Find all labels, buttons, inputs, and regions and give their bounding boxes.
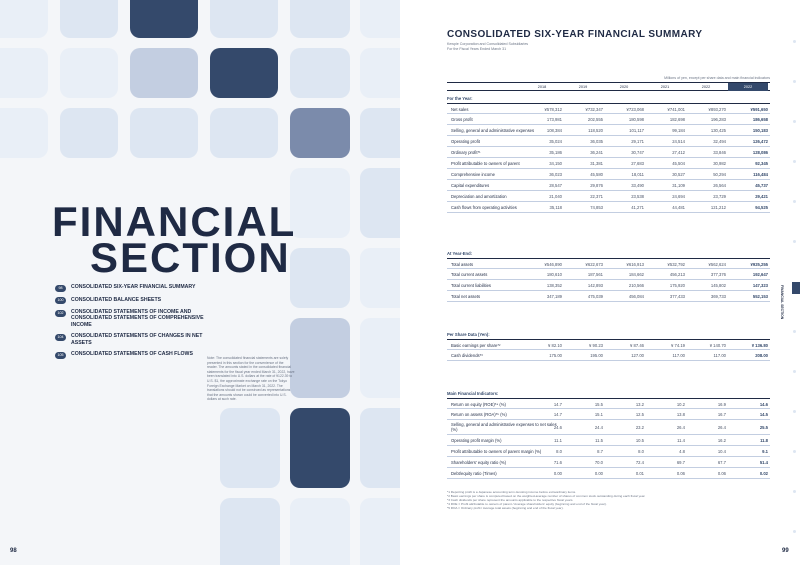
cell-value: 13.8 bbox=[676, 412, 685, 417]
cell-value: ¥578,312 bbox=[544, 107, 562, 112]
cell-value: 30,527 bbox=[672, 172, 685, 177]
row-label: Shareholders' equity ratio (%) bbox=[451, 460, 507, 465]
toc-item[interactable] bbox=[55, 297, 215, 305]
cell-value: 8.0 bbox=[638, 449, 644, 454]
table-row bbox=[447, 114, 770, 125]
cell-value: ¥ 90.23 bbox=[589, 343, 603, 348]
cell-value: 130,425 bbox=[710, 128, 726, 133]
cell-value: 108,384 bbox=[546, 128, 562, 133]
year-heading: 2019 bbox=[578, 85, 588, 89]
decor-tile bbox=[0, 48, 48, 98]
decor-tile bbox=[290, 408, 350, 488]
decor-tile bbox=[220, 498, 280, 565]
cell-value: 0.01 bbox=[635, 471, 644, 476]
decor-tile bbox=[210, 0, 278, 38]
cell-value-current: 116,484 bbox=[753, 172, 768, 177]
table-row bbox=[447, 147, 770, 158]
cell-value: 31,381 bbox=[590, 161, 603, 166]
cell-value: 12.5 bbox=[635, 412, 644, 417]
cell-value: 23,538 bbox=[631, 194, 644, 199]
cell-value: 16.2 bbox=[717, 438, 726, 443]
toc-item-label: CONSOLIDATED STATEMENTS OF INCOME AND CONSOLIDATED STATEMENTS OF COMPREHENSIVE INCOME bbox=[71, 309, 204, 328]
cell-value: 0.06 bbox=[717, 471, 726, 476]
cell-value: 475,039 bbox=[587, 294, 603, 299]
decor-tile bbox=[60, 0, 118, 38]
table-row bbox=[447, 103, 770, 114]
page-number-left: 98 bbox=[10, 548, 17, 554]
cell-value: 26.4 bbox=[717, 425, 726, 430]
decor-tile bbox=[130, 0, 198, 38]
row-label: Comprehensive income bbox=[451, 172, 495, 177]
table-row bbox=[447, 291, 770, 302]
section-heading-year: For the Year: bbox=[447, 96, 473, 101]
decor-tile bbox=[290, 498, 350, 565]
cell-value: 377,376 bbox=[710, 272, 726, 277]
cell-value-current: 150,183 bbox=[752, 128, 768, 133]
row-label: Operating profit bbox=[451, 139, 480, 144]
decor-tile bbox=[210, 48, 278, 98]
cell-value-current: 0.02 bbox=[759, 471, 768, 476]
year-heading: 2020 bbox=[619, 85, 629, 89]
cell-value-current: 186,658 bbox=[752, 117, 768, 122]
cell-value: 32,494 bbox=[713, 139, 726, 144]
cell-value: 121,212 bbox=[710, 205, 726, 210]
cell-value-current: 192,647 bbox=[752, 272, 768, 277]
decor-tile bbox=[290, 48, 350, 98]
table-row bbox=[447, 258, 770, 269]
decor-tile bbox=[130, 108, 198, 158]
decor-tile bbox=[290, 248, 350, 308]
cell-value: 118,520 bbox=[588, 128, 603, 133]
cell-value: 26,564 bbox=[713, 183, 726, 188]
row-label: Net sales bbox=[451, 107, 469, 112]
cell-value: 50,294 bbox=[713, 172, 726, 177]
table-row bbox=[447, 280, 770, 291]
cell-value: 456,084 bbox=[628, 294, 644, 299]
cell-value: ¥ 140.70 bbox=[709, 343, 726, 348]
cell-value: 33,846 bbox=[713, 150, 726, 155]
footnote: *1 Reporting profit is a Japanese accounting term denoting income before extraordinary items. bbox=[447, 490, 576, 494]
decor-tile bbox=[360, 48, 400, 98]
row-label: Profit attributable to owners of parent bbox=[451, 161, 520, 166]
toc-page-number: 98 bbox=[55, 285, 66, 292]
cell-value: 10.2 bbox=[676, 402, 685, 407]
cell-value: 187,561 bbox=[587, 272, 603, 277]
cell-value-current: 14.5 bbox=[759, 412, 768, 417]
cell-value: 15.5 bbox=[594, 402, 603, 407]
cell-value: 35,118 bbox=[549, 205, 562, 210]
decor-tile bbox=[130, 48, 198, 98]
toc-page-number: 102 bbox=[55, 310, 66, 317]
period-line: For the Fiscal Years Ended March 31 bbox=[447, 47, 507, 51]
table-row bbox=[447, 420, 770, 435]
year-heading-current: 2022 bbox=[728, 83, 768, 91]
cell-value-current: ¥591,650 bbox=[750, 107, 768, 112]
decor-dot bbox=[793, 40, 796, 43]
cell-value: 45,580 bbox=[590, 172, 603, 177]
table-row bbox=[447, 435, 770, 446]
toc-item-label: CONSOLIDATED STATEMENTS OF CHANGES IN NET ASSETS bbox=[71, 333, 203, 346]
table-row bbox=[447, 350, 770, 361]
cell-value-current: ¥925,255 bbox=[750, 262, 768, 267]
cell-value: 11.1 bbox=[554, 438, 562, 443]
cell-value: 0.06 bbox=[676, 471, 685, 476]
table-row bbox=[447, 180, 770, 191]
decor-tile bbox=[290, 168, 350, 238]
cell-value: 184,662 bbox=[628, 272, 644, 277]
toc-item[interactable] bbox=[55, 309, 215, 328]
cell-value: 22,371 bbox=[590, 194, 603, 199]
table-row bbox=[447, 398, 770, 409]
decor-dot bbox=[793, 80, 796, 83]
row-label: Return on assets (ROA)*⁵ (%) bbox=[451, 412, 507, 417]
cell-value: 67.7 bbox=[717, 460, 726, 465]
cell-value-current: 25.5 bbox=[759, 425, 768, 430]
cell-value: 27,412 bbox=[672, 150, 685, 155]
cell-value: 99,184 bbox=[672, 128, 685, 133]
cell-value: ¥893,270 bbox=[708, 107, 726, 112]
cell-value: 8.0 bbox=[556, 449, 562, 454]
cell-value: ¥616,913 bbox=[626, 262, 644, 267]
table-row bbox=[447, 468, 770, 479]
row-label: Debt/equity ratio (Times) bbox=[451, 471, 497, 476]
cell-value: 41,271 bbox=[631, 205, 644, 210]
cell-value: 14.7 bbox=[553, 412, 562, 417]
year-header bbox=[447, 82, 770, 91]
right-page bbox=[400, 0, 800, 565]
cell-value-current: 11.8 bbox=[760, 438, 768, 443]
row-label: Total assets bbox=[451, 262, 474, 267]
section-title-line1: FINANCIAL bbox=[52, 198, 297, 245]
section-tab bbox=[792, 282, 800, 294]
cell-value: 15.1 bbox=[594, 412, 603, 417]
row-label: Total net assets bbox=[451, 294, 481, 299]
cell-value: 70.0 bbox=[594, 460, 603, 465]
row-label: Ordinary profit*¹ bbox=[451, 150, 481, 155]
table-row bbox=[447, 158, 770, 169]
decor-dot bbox=[793, 240, 796, 243]
table-row bbox=[447, 202, 770, 213]
cell-value-current: 208.00 bbox=[755, 353, 768, 358]
decor-tile bbox=[360, 168, 400, 238]
decor-tile bbox=[360, 318, 400, 398]
row-label: Cash flows from operating activities bbox=[451, 205, 517, 210]
cell-value: 117.00 bbox=[713, 353, 726, 358]
decor-dot bbox=[793, 370, 796, 373]
page-subtitle bbox=[447, 42, 647, 52]
cell-value: 21,040 bbox=[549, 194, 562, 199]
decor-tile bbox=[360, 408, 400, 488]
cell-value: 180,610 bbox=[546, 272, 562, 277]
cell-value: 127.00 bbox=[631, 353, 644, 358]
section-title bbox=[52, 198, 297, 281]
row-label: Selling, general and administrative expenses bbox=[451, 128, 535, 133]
cell-value: 31,109 bbox=[672, 183, 685, 188]
cell-value: ¥622,673 bbox=[585, 262, 603, 267]
cell-value: 30,747 bbox=[631, 150, 644, 155]
cell-value: 369,733 bbox=[710, 294, 726, 299]
cell-value: 24.4 bbox=[594, 425, 603, 430]
cell-value: 10.4 bbox=[717, 449, 726, 454]
cell-value: ¥ 74.19 bbox=[671, 343, 685, 348]
footnote: *2 Basic earnings per share is computed based on the weighted-average number of shares of common stock outstanding during each fiscal year. bbox=[447, 494, 646, 499]
translation-note: Note: The consolidated financial statements are solely presented in this section for the convenience of the reader. The amounts stated in the consolidated financial statements for the fiscal year ended March 31, 2022, have been translated into U.S. dollars at the rate of ¥122.39 to U.S. $1, the approximate exchange rate on the Tokyo Foreign Exchange Market on March 31, 2022. The translations should not be construed as representations that the amounts shown could be converted into U.S. dollars at such rate. bbox=[207, 356, 295, 402]
page-title: CONSOLIDATED SIX-YEAR FINANCIAL SUMMARY bbox=[447, 29, 703, 40]
cell-value-current: ¥ 136.80 bbox=[751, 343, 768, 348]
decor-tile bbox=[290, 108, 350, 158]
decor-tile bbox=[60, 108, 118, 158]
cell-value: ¥732,347 bbox=[585, 107, 603, 112]
table-row bbox=[447, 339, 770, 350]
decor-tile bbox=[210, 108, 278, 158]
decor-dot bbox=[793, 530, 796, 533]
cell-value-current: 29,421 bbox=[755, 194, 768, 199]
year-heading: 2022 bbox=[701, 85, 711, 89]
row-label: Total current assets bbox=[451, 272, 488, 277]
cell-value: 44,481 bbox=[672, 205, 685, 210]
cell-value-current: 51.4 bbox=[759, 460, 768, 465]
section-heading-year-end: At Year-End: bbox=[447, 251, 473, 256]
table-row bbox=[447, 169, 770, 180]
cell-value: 10.5 bbox=[635, 438, 644, 443]
cell-value: 23,729 bbox=[713, 194, 726, 199]
row-label: Cash dividends*³ bbox=[451, 353, 483, 358]
row-label: Basic earnings per share*² bbox=[451, 343, 501, 348]
decor-tile bbox=[220, 408, 280, 488]
cell-value-current: 92,345 bbox=[755, 161, 768, 166]
cell-value: 182,698 bbox=[669, 117, 685, 122]
decor-tile bbox=[0, 108, 48, 158]
cell-value: 24,694 bbox=[672, 194, 685, 199]
cell-value: 13.2 bbox=[635, 402, 644, 407]
cell-value: 0.00 bbox=[553, 471, 562, 476]
cell-value: 36,023 bbox=[549, 172, 562, 177]
cell-value: ¥532,792 bbox=[667, 262, 685, 267]
cell-value: ¥ 87.46 bbox=[630, 343, 644, 348]
cell-value: 36,241 bbox=[590, 150, 603, 155]
cell-value: 180,598 bbox=[628, 117, 644, 122]
decor-tile bbox=[290, 0, 350, 38]
cell-value: ¥546,890 bbox=[544, 262, 562, 267]
row-label: Profit attributable to owners of parent margin (%) bbox=[451, 449, 542, 454]
row-label: Total current liabilities bbox=[451, 283, 492, 288]
toc-item-label: CONSOLIDATED STATEMENTS OF CASH FLOWS bbox=[71, 351, 193, 358]
cell-value: 18,011 bbox=[631, 172, 644, 177]
table-row bbox=[447, 457, 770, 468]
cell-value: 69.7 bbox=[676, 460, 685, 465]
cell-value: 195.00 bbox=[590, 353, 603, 358]
footnote: *5 ROA = Ordinary profit / Average total assets (beginning and end of the fiscal year). bbox=[447, 506, 564, 511]
decor-dot bbox=[793, 410, 796, 413]
table-row bbox=[447, 136, 770, 147]
cell-value: 74,853 bbox=[590, 205, 603, 210]
cell-value: ¥562,624 bbox=[708, 262, 726, 267]
decor-tile bbox=[360, 0, 400, 38]
cell-value-current: 45,737 bbox=[755, 183, 768, 188]
toc-item-label: CONSOLIDATED BALANCE SHEETS bbox=[71, 296, 162, 303]
decor-tile bbox=[290, 318, 350, 398]
cell-value: ¥741,001 bbox=[667, 107, 685, 112]
cell-value: 24.6 bbox=[553, 425, 562, 430]
cell-value: 29,876 bbox=[590, 183, 603, 188]
cell-value: 202,555 bbox=[587, 117, 603, 122]
cell-value: 26.4 bbox=[676, 425, 685, 430]
cell-value: 173,981 bbox=[546, 117, 562, 122]
cell-value: 175,920 bbox=[669, 283, 685, 288]
cell-value: 175.00 bbox=[549, 353, 562, 358]
cell-value: 14.7 bbox=[553, 402, 562, 407]
cell-value: 72.4 bbox=[635, 460, 644, 465]
cell-value: ¥ 82.10 bbox=[548, 343, 562, 348]
cell-value: 23.2 bbox=[635, 425, 644, 430]
side-label: FINANCIAL SECTION bbox=[780, 285, 784, 320]
footnote: *3 Cash dividends per share represent the amounts applicable to the respective fiscal years. bbox=[447, 498, 574, 503]
decor-dot bbox=[793, 490, 796, 493]
row-label: Operating profit margin (%) bbox=[451, 438, 502, 443]
cell-value: 377,433 bbox=[669, 294, 685, 299]
company-line: Kewpie Corporation and Consolidated Subsidiaries bbox=[447, 42, 529, 46]
row-label: Selling, general and administrative expenses to net sales (%) bbox=[451, 422, 557, 432]
cell-value-current: 14.6 bbox=[759, 402, 768, 407]
table-row bbox=[447, 409, 770, 420]
decor-tile bbox=[60, 48, 118, 98]
table-of-contents bbox=[55, 284, 215, 364]
cell-value: 145,802 bbox=[710, 283, 726, 288]
section-heading-indicators: Main Financial Indicators: bbox=[447, 391, 499, 396]
cell-value: 36,035 bbox=[590, 139, 603, 144]
footnote: *4 ROE = Profit attributable to owners of parent / Average shareholders' equity (beginning and end of the fiscal year). bbox=[447, 502, 607, 507]
decor-tile bbox=[0, 0, 48, 38]
page-number-right: 99 bbox=[782, 548, 789, 554]
row-label: Gross profit bbox=[451, 117, 473, 122]
decor-dot bbox=[793, 200, 796, 203]
cell-value-current: 128,086 bbox=[752, 150, 768, 155]
table-row bbox=[447, 191, 770, 202]
cell-value: 0.00 bbox=[594, 471, 603, 476]
row-label: Capital expenditures bbox=[451, 183, 490, 188]
cell-value: 34,150 bbox=[549, 161, 562, 166]
year-heading: 2021 bbox=[660, 85, 670, 89]
cell-value: 45,504 bbox=[672, 161, 685, 166]
cell-value: 35,186 bbox=[549, 150, 562, 155]
decor-tile bbox=[360, 248, 400, 308]
cell-value: 16.9 bbox=[717, 402, 726, 407]
cell-value: 11.5 bbox=[595, 438, 603, 443]
section-title-line2: SECTION bbox=[90, 234, 291, 281]
cell-value: 456,213 bbox=[669, 272, 685, 277]
decor-dot bbox=[793, 450, 796, 453]
cell-value: 35,024 bbox=[549, 139, 562, 144]
decor-dot bbox=[793, 330, 796, 333]
footnotes bbox=[447, 490, 767, 510]
section-heading-per-share: Per Share Data (Yen): bbox=[447, 332, 490, 337]
toc-item[interactable] bbox=[55, 284, 215, 292]
cell-value: 4.8 bbox=[679, 449, 685, 454]
decor-tile bbox=[360, 498, 400, 565]
cell-value-current: 126,472 bbox=[752, 139, 768, 144]
cell-value: 11.4 bbox=[677, 438, 685, 443]
decor-dot bbox=[793, 120, 796, 123]
cell-value: 16.7 bbox=[717, 412, 726, 417]
year-heading: 2018 bbox=[537, 85, 547, 89]
cell-value: 28,547 bbox=[549, 183, 562, 188]
cell-value: 8.7 bbox=[597, 449, 603, 454]
cell-value: 117.00 bbox=[672, 353, 685, 358]
decor-tile bbox=[360, 108, 400, 158]
toc-item-label: CONSOLIDATED SIX-YEAR FINANCIAL SUMMARY bbox=[71, 284, 196, 290]
decor-dot bbox=[793, 160, 796, 163]
toc-item[interactable] bbox=[55, 351, 215, 359]
row-label: Depreciation and amortization bbox=[451, 194, 507, 199]
cell-value: 210,566 bbox=[628, 283, 644, 288]
cell-value-current: 94,525 bbox=[755, 205, 768, 210]
cell-value: 71.6 bbox=[553, 460, 562, 465]
units-note: Millions of yen, except per share data and main financial indicators bbox=[664, 76, 770, 80]
cell-value: ¥723,068 bbox=[626, 107, 644, 112]
cell-value: 24,514 bbox=[672, 139, 685, 144]
cell-value: 27,683 bbox=[631, 161, 644, 166]
cell-value: 196,283 bbox=[710, 117, 726, 122]
toc-item[interactable] bbox=[55, 333, 215, 346]
toc-page-number: 104 bbox=[55, 334, 66, 341]
cell-value: 29,171 bbox=[631, 139, 644, 144]
table-row bbox=[447, 125, 770, 136]
table-row bbox=[447, 446, 770, 457]
cell-value-current: 147,323 bbox=[752, 283, 768, 288]
cell-value: 142,893 bbox=[587, 283, 603, 288]
cell-value-current: 552,153 bbox=[752, 294, 768, 299]
cell-value: 138,352 bbox=[546, 283, 562, 288]
cell-value: 30,982 bbox=[713, 161, 726, 166]
cell-value-current: 9.1 bbox=[762, 449, 768, 454]
cell-value: 33,490 bbox=[631, 183, 644, 188]
cell-value: 347,189 bbox=[546, 294, 562, 299]
cell-value: 101,117 bbox=[629, 128, 644, 133]
table-row bbox=[447, 269, 770, 280]
toc-page-number: 105 bbox=[55, 352, 66, 359]
toc-page-number: 100 bbox=[55, 297, 66, 304]
row-label: Return on equity (ROE)*⁴ (%) bbox=[451, 402, 506, 407]
